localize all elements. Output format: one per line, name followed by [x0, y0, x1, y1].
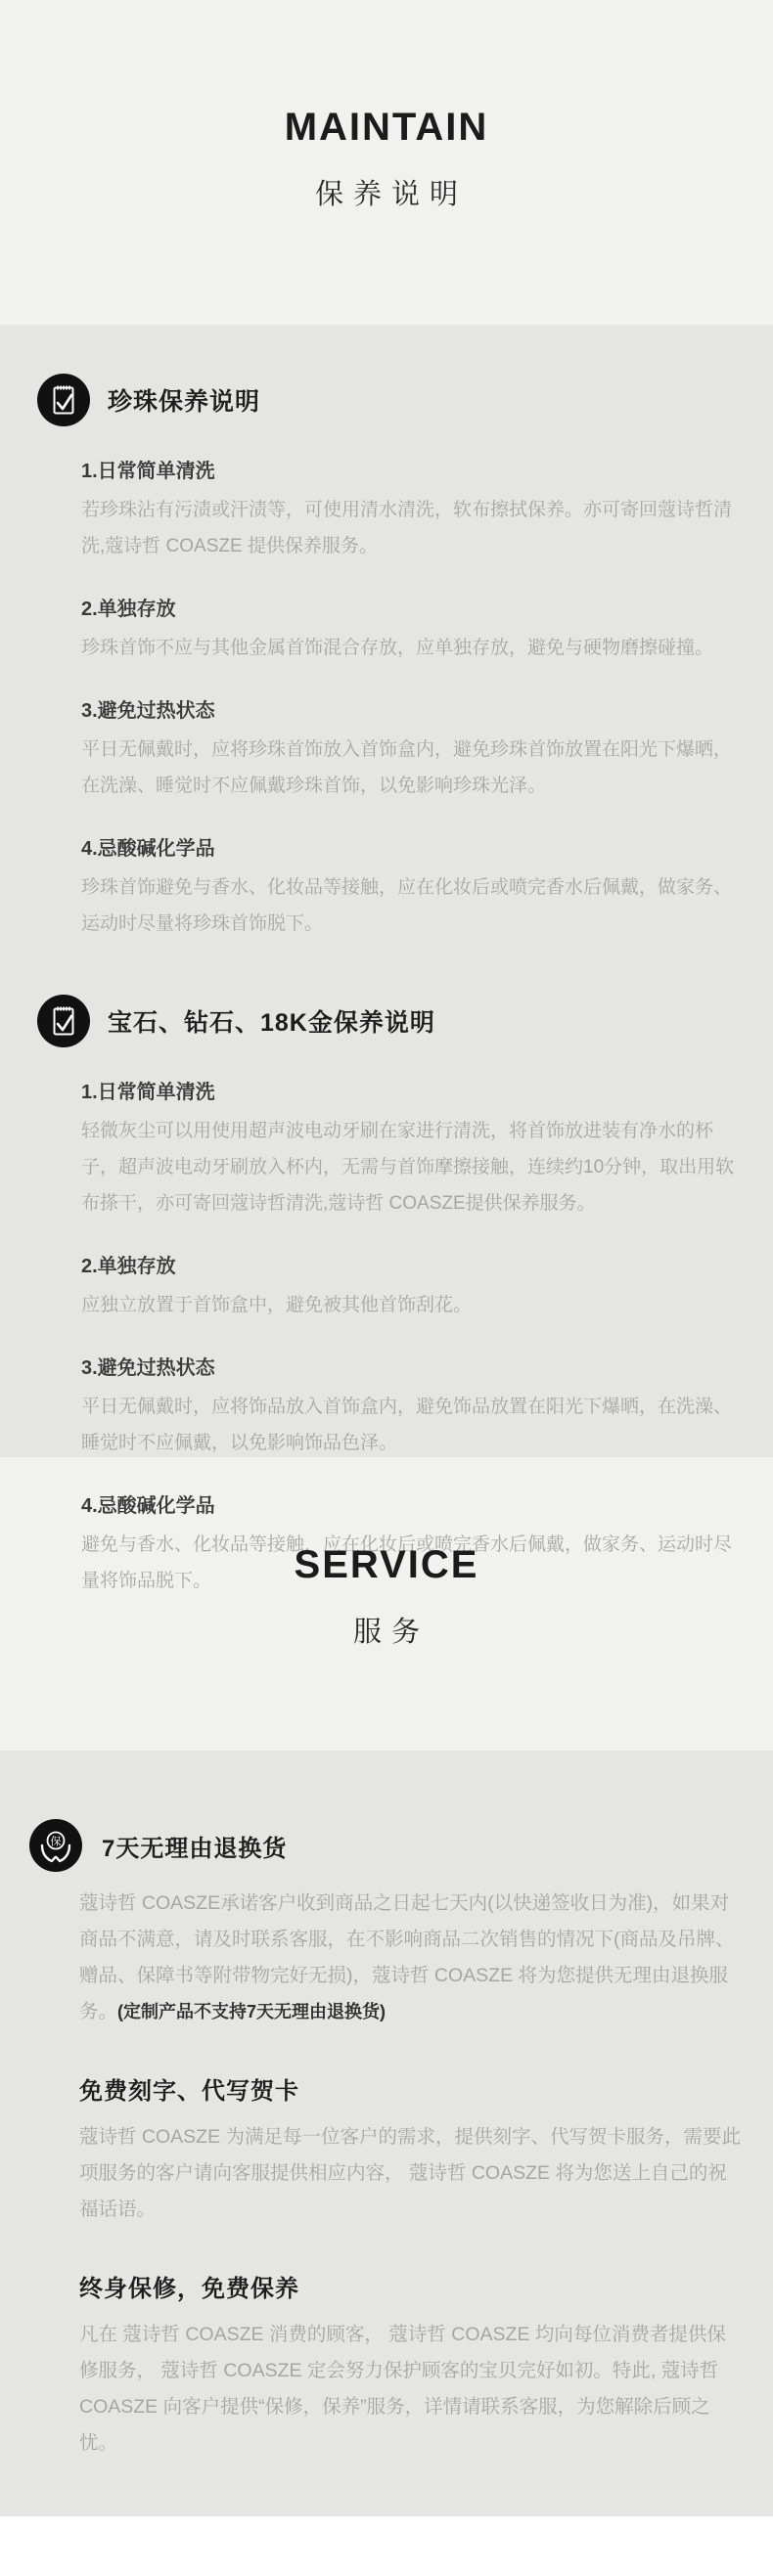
- care-item-title: 4.忌酸碱化学品: [81, 838, 215, 860]
- care-item: [81, 455, 738, 564]
- pearl-care-items: [37, 455, 742, 942]
- service-returns-title: 7天无理由退换货: [102, 1835, 288, 1862]
- care-item-title: 2.单独存放: [81, 1256, 176, 1277]
- service-item-warranty: [29, 2269, 744, 2462]
- service-item-returns: [29, 1819, 744, 2030]
- clipboard-check-icon: [37, 374, 90, 426]
- care-item-body: 平日无佩戴时，应将珍珠首饰放入首饰盒内，避免珍珠首饰放置在阳光下爆晒，在洗澡、睡觉时不应佩戴珍珠首饰，以免影响珍珠光泽。: [81, 739, 733, 796]
- service-warranty-body: 凡在 蔻诗哲 COASZE 消费的顾客， 蔻诗哲 COASZE 均向每位消费者提供保修服务， 蔻诗哲 COASZE 定会努力保护顾客的宝贝完好如初。特此, 蔻诗哲 COASZE 向客户提供“保修，保养”服务，详情请联系客服，为您解除后顾之忧。: [79, 2324, 726, 2454]
- gem-care-title: 宝石、钻石、18K金保养说明: [108, 1009, 435, 1037]
- care-item: [81, 694, 738, 804]
- care-item-body: 轻微灰尘可以用使用超声波电动牙刷在家进行清洗，将首饰放进装有净水的杯子，超声波电动牙刷放入杯内，无需与首饰摩擦接触，连续约10分钟，取出用软布搽干，亦可寄回蔻诗哲清洗,蔻诗哲 COASZE提供保养服务。: [81, 1121, 735, 1214]
- clipboard-check-icon: [37, 995, 90, 1047]
- care-item-title: 3.避免过热状态: [81, 1357, 215, 1379]
- service-engraving-body: 蔻诗哲 COASZE 为满足每一位客户的需求，提供刻字、代写贺卡服务，需要此项服务的客户请向客服提供相应内容， 蔻诗哲 COASZE 将为您送上自己的祝福话语。: [79, 2126, 742, 2220]
- care-item: [81, 593, 738, 666]
- care-item-body: 珍珠首饰不应与其他金属首饰混合存放，应单独存放，避免与硬物磨擦碰撞。: [81, 638, 714, 658]
- maintain-title-zh: 保养说明: [314, 179, 468, 210]
- service-warranty-title: 终身保修，免费保养: [79, 2276, 299, 2302]
- service-returns-body: [29, 1886, 744, 2030]
- care-item-body: 应独立放置于首饰盒中，避免被其他首饰刮花。: [81, 1295, 473, 1315]
- pearl-care-block: [37, 374, 742, 942]
- pearl-care-title: 珍珠保养说明: [108, 388, 261, 416]
- service-title-zh: 服务: [352, 1617, 430, 1648]
- service-returns-note: (定制产品不支持7天无理由退换货): [117, 2002, 386, 2021]
- pearl-care-header: [37, 374, 742, 426]
- service-returns-text: 蔻诗哲 COASZE承诺客户收到商品之日起七天内(以快递签收日为准)，如果对商品不满意，请及时联系客服，在不影响商品二次销售的情况下(商品及吊牌、赠品、保障书等附带物完好无损)，蔻诗哲 COASZE 将为您提供无理由退换服务。: [79, 1892, 735, 2022]
- service-title-en: SERVICE: [294, 1543, 479, 1586]
- service-item-engraving: [29, 2071, 744, 2228]
- care-item-title: 1.日常简单清洗: [81, 461, 215, 482]
- care-item-title: 2.单独存放: [81, 599, 176, 620]
- care-item: [81, 1352, 738, 1461]
- care-item-body: 平日无佩戴时，应将饰品放入首饰盒内，避免饰品放置在阳光下爆晒，在洗澡、睡觉时不应佩戴，以免影响饰品色泽。: [81, 1397, 733, 1453]
- care-item-title: 3.避免过热状态: [81, 700, 215, 722]
- service-engraving-title: 免费刻字、代写贺卡: [79, 2078, 299, 2105]
- svg-text:保: 保: [50, 1835, 62, 1848]
- maintain-title-en: MAINTAIN: [284, 106, 489, 149]
- gem-care-header: [37, 995, 742, 1047]
- service-section: [0, 1751, 773, 2516]
- care-item-title: 1.日常简单清洗: [81, 1082, 215, 1103]
- bottom-spacer: [0, 2516, 773, 2576]
- care-item-title: 4.忌酸碱化学品: [81, 1495, 215, 1517]
- maintain-hero: [0, 0, 773, 325]
- service-returns-header: [29, 1819, 744, 1872]
- care-item-body: 珍珠首饰避免与香水、化妆品等接触，应在化妆后或喷完香水后佩戴，做家务、运动时尽量将珍珠首饰脱下。: [81, 877, 733, 934]
- care-item: [81, 832, 738, 942]
- care-item-body: 若珍珠沾有污渍或汗渍等，可使用清水清洗，软布擦拭保养。亦可寄回蔻诗哲清洗,蔻诗哲 COASZE 提供保养服务。: [81, 500, 733, 556]
- care-item: [81, 1250, 738, 1323]
- care-item: [81, 1076, 738, 1221]
- guarantee-hands-icon: [29, 1819, 82, 1872]
- care-item-body: 避免与香水、化妆品等接触，应在化妆后或喷完香水后佩戴，做家务、运动时尽量将饰品脱下。: [81, 1534, 733, 1591]
